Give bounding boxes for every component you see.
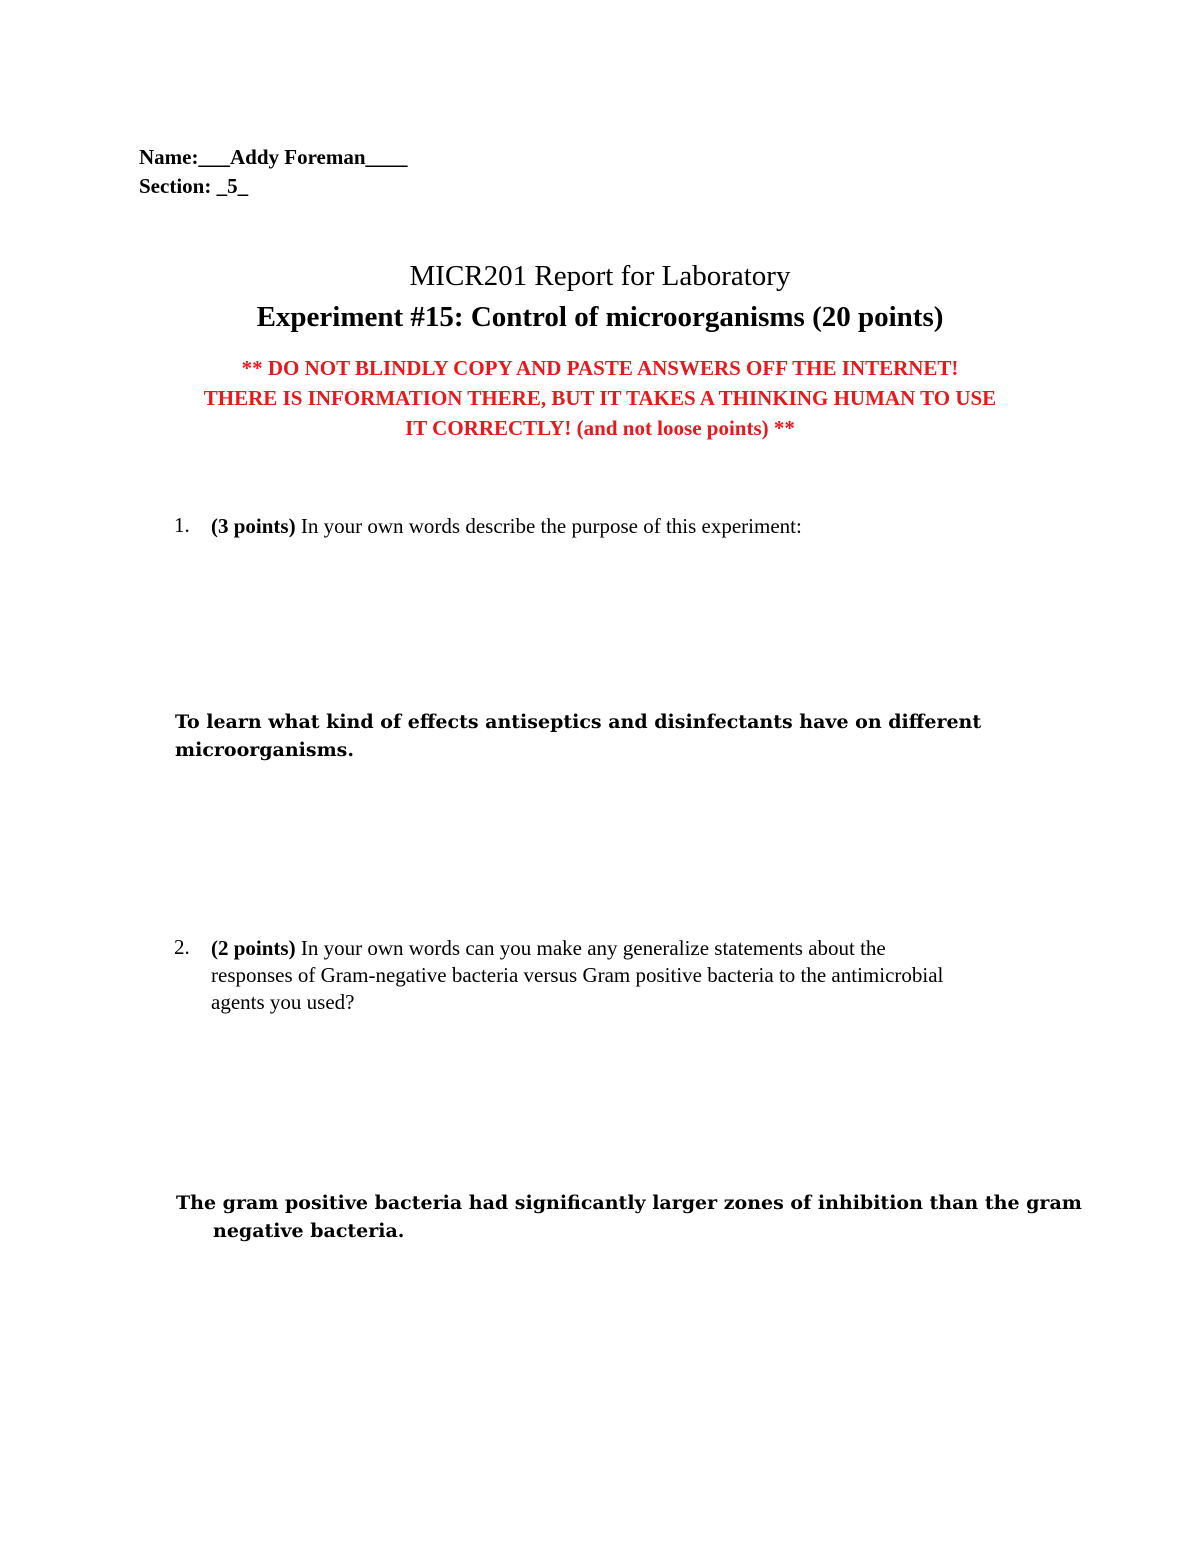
name-line	[139, 145, 408, 170]
question-2-text	[211, 935, 1071, 1016]
question-1-text	[211, 513, 1071, 540]
section-line	[139, 174, 248, 199]
question-2-prompt-line-2: responses of Gram-negative bacteria versus Gram positive bacteria to the antimicrobial	[211, 963, 944, 987]
section-value: _5_	[216, 174, 249, 198]
question-2-number: 2.	[174, 935, 190, 959]
question-2-points: (2 points)	[211, 936, 296, 960]
answer-2-line-1: The gram positive bacteria had significantly larger zones of inhibition than the gram	[176, 1192, 1082, 1214]
name-label: Name:	[139, 145, 199, 169]
name-value: ___Addy Foreman____	[198, 145, 408, 169]
answer-1-line-1: To learn what kind of effects antiseptics and disinfectants have on different	[175, 711, 982, 733]
section-label: Section:	[139, 174, 212, 198]
question-1-prompt: In your own words describe the purpose of this experiment:	[295, 514, 802, 538]
question-2-prompt-line-3: agents you used?	[211, 990, 355, 1014]
question-1-points: (3 points)	[211, 514, 296, 538]
experiment-title: Experiment #15: Control of microorganisms (20 points)	[256, 301, 944, 333]
answer-2-line-2: negative bacteria.	[213, 1220, 405, 1242]
warning-line-2: THERE IS INFORMATION THERE, BUT IT TAKES A THINKING HUMAN TO USE	[203, 386, 997, 410]
warning-line-1: ** DO NOT BLINDLY COPY AND PASTE ANSWERS OFF THE INTERNET!	[241, 356, 959, 380]
answer-1-line-2: microorganisms.	[175, 739, 354, 761]
warning-line-3: IT CORRECTLY! (and not loose points) **	[405, 416, 795, 440]
question-2-prompt-line-1: In your own words can you make any generalize statements about the	[295, 936, 886, 960]
report-title: MICR201 Report for Laboratory	[409, 260, 791, 292]
question-1-number: 1.	[174, 513, 190, 537]
